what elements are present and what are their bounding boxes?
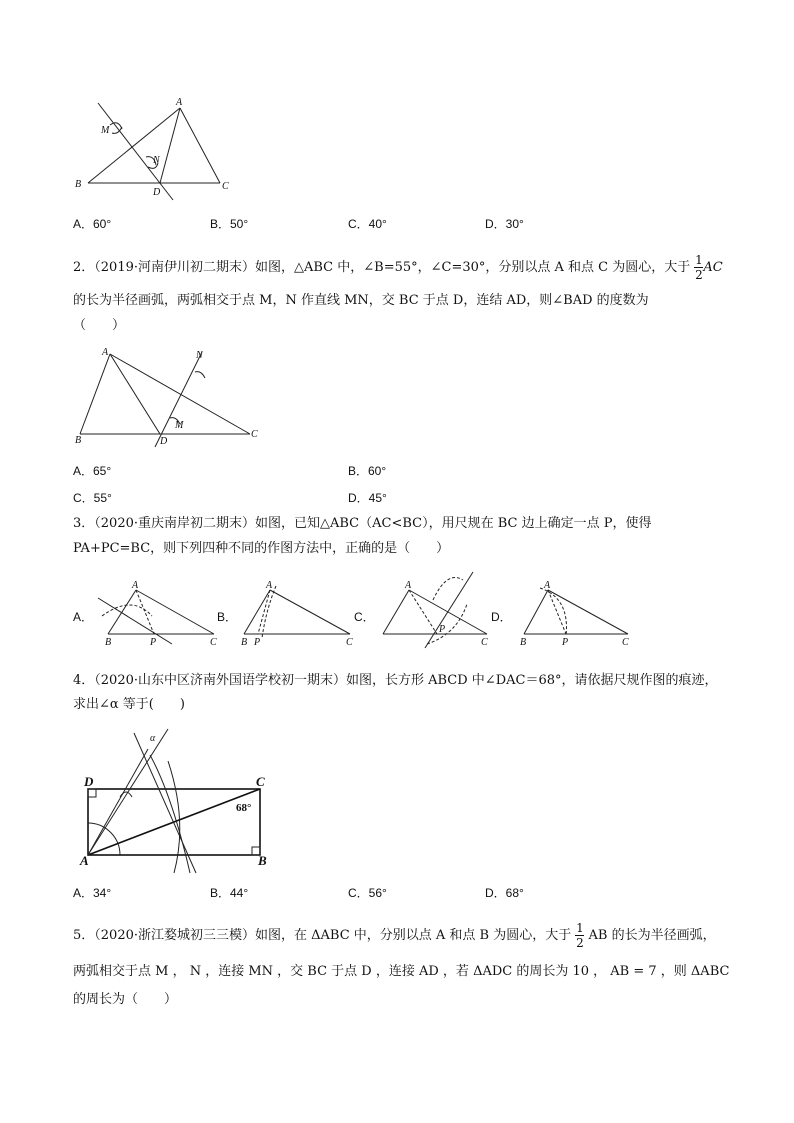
q3a-label-P: P [150,637,157,648]
q2-option-d[interactable]: D．45° [348,491,387,505]
q2-label-N: N [196,350,203,361]
q3b-label-A: A [266,580,273,591]
q3c-label-C: C [481,637,488,648]
q4-option-a[interactable]: A．34° [73,886,112,900]
q5-text-a: 5．（2020·浙江婺城初三三模）如图，在 ΔABC 中，分别以点 A 和点 B 为圆心，大于 [73,928,572,943]
q3d-label-P: P [562,637,569,648]
q2-option-c[interactable]: C．55° [73,491,112,505]
q4-option-d[interactable]: D．68° [485,886,524,900]
q3-question-line2: PA+PC=BC，则下列四种不同的作图方法中，正确的是（ ） [73,541,450,556]
q2-figure [70,342,270,452]
q5-question-line2: 两弧相交于点 M ， N ，连接 MN ，交 BC 于点 D ，连接 AD ，若 ΔADC 的周长为 10 ， AB = 7 ，则 ΔABC [73,964,730,979]
q2-option-b[interactable]: B．60° [348,464,387,478]
q3a-label-B: B [105,637,112,648]
q2-question-line3: （ ） [73,318,126,333]
q3-question-line1: 3．（2020·重庆南岸初二期末）如图，已知△ABC（AC<BC），用尺规在 BC 边上确定一点 P，使得 [73,516,652,531]
q3d-label-C: C [622,637,629,648]
q3b-label-C: C [346,637,353,648]
q1-label-D: D [153,187,161,198]
q1-label-B: B [75,179,82,190]
q3d-label-A: A [544,580,551,591]
q2-frac-after: AC [703,260,723,275]
q4-question-line2: 求出∠α 等于( ) [73,697,185,712]
q3-option-a[interactable]: A． [73,610,94,624]
q3a-label-C: C [210,637,217,648]
q3-option-c[interactable]: C． [354,610,375,624]
q4-option-c[interactable]: C．56° [348,886,387,900]
q3c-label-P: P [439,624,446,635]
q2-label-D: D [160,436,168,447]
q5-fraction: $\frac{1}{2}$ [576,921,584,950]
q4-label-A: A [80,853,89,868]
q3-figure-b [236,578,366,648]
q1-label-M: M [101,125,110,136]
q1-option-b[interactable]: B．50° [210,217,249,231]
q4-label-C: C [256,774,265,789]
q4-option-b[interactable]: B．44° [210,886,249,900]
q4-label-angle: 68° [236,802,252,814]
q3-figure-d [510,578,640,648]
q2-question-line2: 的长为半径画弧，两弧相交于点 M，N 作直线 MN，交 BC 于点 D，连结 AD，则∠BAD 的度数为 [73,293,649,308]
q2-text-a: 2．（2019·河南伊川初二期末）如图，△ABC 中，∠B=55°，∠C=30°，分别以点 A 和点 C 为圆心，大于 [73,260,691,275]
q3c-label-A: A [405,580,412,591]
q3d-label-B: B [520,637,527,648]
q2-label-B: B [75,435,82,446]
q4-question-line1: 4．（2020·山东中区济南外国语学校初一期末）如图，长方形 ABCD 中∠DAC＝68°，请依据尺规作图的痕迹， [73,673,718,688]
q1-figure [70,95,240,205]
q3b-label-P: P [254,637,261,648]
q4-label-alpha: α [150,733,156,744]
q2-question-line1 [73,254,723,281]
q2-label-M: M [175,420,184,431]
q1-option-d[interactable]: D．30° [485,217,524,231]
q1-label-N: N [153,155,160,166]
q5-text-b: AB 的长为半径画弧， [588,928,716,943]
q2-label-C: C [251,429,258,440]
q4-label-D: D [84,774,94,789]
q3-figure-c [373,570,493,650]
q4-label-B: B [258,853,267,868]
q2-label-A: A [102,347,109,358]
q5-question-line3: 的周长为（ ） [73,992,178,1007]
q1-label-A: A [176,97,183,108]
q3-option-d[interactable]: D． [491,610,512,624]
q3-option-b[interactable]: B． [217,610,238,624]
q2-option-a[interactable]: A．65° [73,464,112,478]
q4-figure [76,725,276,875]
q1-option-c[interactable]: C．40° [348,217,387,231]
q3a-label-A: A [132,580,139,591]
q1-option-a[interactable]: A．60° [73,217,112,231]
q3-figure-a [92,578,222,648]
q2-fraction: $\frac{1}{2}$ [695,253,703,282]
q5-question-line1 [73,922,716,949]
q3b-label-B: B [241,637,248,648]
q1-label-C: C [222,181,229,192]
